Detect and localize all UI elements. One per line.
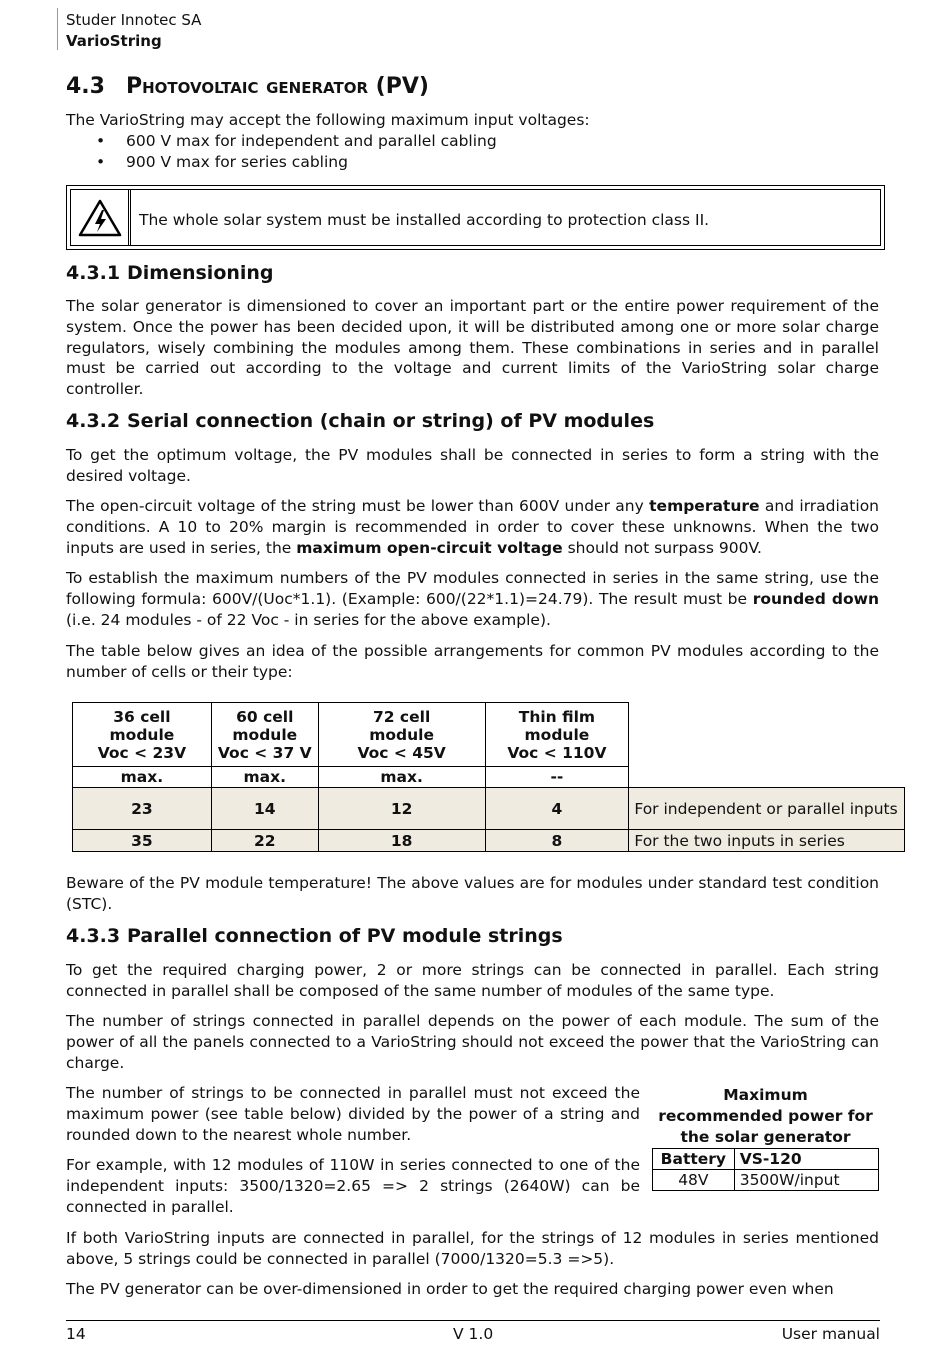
paragraph: The number of strings connected in parallel depends on the power of each module. The sum of the power of all the panels connected to a VarioString should not exceed the power that the VarioString can charge. xyxy=(66,1012,879,1072)
document-type: User manual xyxy=(781,1325,880,1343)
section-heading xyxy=(66,74,429,99)
power-table xyxy=(652,1148,879,1191)
subsection-number: 4.3.1 xyxy=(66,262,121,284)
table-header-cell: Thin film module Voc < 110V xyxy=(485,703,629,767)
table-header-cell: Battery xyxy=(653,1149,735,1170)
table-header-cell: 36 cell module Voc < 23V xyxy=(73,703,212,767)
voltage-list xyxy=(96,131,497,173)
product-name: VarioString xyxy=(66,32,162,50)
table-row: 23 14 12 4 For independent or parallel inputs xyxy=(73,788,905,830)
table-header-cell: 60 cell module Voc < 37 V xyxy=(211,703,318,767)
table-header-cell: VS-120 xyxy=(734,1149,878,1170)
subsection-title: Dimensioning xyxy=(127,262,274,284)
row-label: For the two inputs in series xyxy=(629,830,905,852)
section-title-suffix: (PV) xyxy=(368,74,429,99)
version-label: V 1.0 xyxy=(453,1325,494,1343)
table-header-cell: 72 cell module Voc < 45V xyxy=(318,703,485,767)
paragraph: To get the optimum voltage, the PV modules shall be connected in series to form a string with the desired voltage. xyxy=(66,446,879,485)
footer-divider xyxy=(66,1320,880,1321)
list-item: • 600 V max for independent and parallel cabling xyxy=(96,131,497,152)
table-subheader-cell: max. xyxy=(73,767,212,788)
dimensioning-text: The solar generator is dimensioned to cover an important part or the entire power requirement of the system. Once the power has been decided upon, it will be distributed among one or more solar charge regulators, wisely combining the modules among them. These combinations in series and in parallel must be carried out according to the voltage and current limits of the VarioString solar charge controller. xyxy=(66,297,879,399)
subsection-number: 4.3.3 xyxy=(66,925,121,947)
paragraph: The number of strings to be connected in parallel must not exceed the maximum power (see table below) divided by the power of a string and rounded down to the nearest whole number. xyxy=(66,1084,640,1144)
row-label: For independent or parallel inputs xyxy=(629,788,905,830)
subsection-title: Serial connection (chain or string) of PV modules xyxy=(127,410,655,432)
header-divider xyxy=(57,8,58,50)
paragraph: To get the required charging power, 2 or more strings can be connected in parallel. Each string connected in parallel shall be composed of the same number of modules of the same type. xyxy=(66,961,879,1000)
section-number: 4.3 xyxy=(66,74,105,99)
company-name: Studer Innotec SA xyxy=(66,11,202,29)
subsection-heading xyxy=(66,262,274,284)
table-subheader-cell: max. xyxy=(211,767,318,788)
warning-box xyxy=(66,185,885,250)
warning-text: The whole solar system must be installed according to protection class II. xyxy=(139,211,710,229)
paragraph: For example, with 12 modules of 110W in series connected to one of the independent inputs: 3500/1320=2.65 => 2 strings (2640W) can be connected in parallel. xyxy=(66,1156,640,1216)
subsection-heading xyxy=(66,925,563,947)
paragraph: The PV generator can be over-dimensioned in order to get the required charging power even when xyxy=(66,1280,834,1298)
subsection-heading xyxy=(66,410,654,432)
list-item: • 900 V max for series cabling xyxy=(96,152,497,173)
paragraph: Beware of the PV module temperature! The above values are for modules under standard test condition (STC). xyxy=(66,874,879,913)
table-row: 48V 3500W/input xyxy=(653,1170,879,1191)
table-subheader-cell: max. xyxy=(318,767,485,788)
table-row: 35 22 18 8 For the two inputs in series xyxy=(73,830,905,852)
subsection-title: Parallel connection of PV module strings xyxy=(127,925,563,947)
paragraph: The open-circuit voltage of the string must be lower than 600V under any temperature and irradiation conditions. A 10 to 20% margin is recommended in order to cover these unknowns. When the two inputs are used in series, the maximum open-circuit voltage should not surpass 900V. xyxy=(66,497,879,557)
intro-text: The VarioString may accept the following maximum input voltages: xyxy=(66,111,590,129)
power-table-title: Maximum recommended power for the solar generator xyxy=(658,1086,873,1146)
page-number: 14 xyxy=(66,1325,86,1343)
high-voltage-warning-icon xyxy=(71,190,131,245)
paragraph: If both VarioString inputs are connected in parallel, for the strings of 12 modules in series mentioned above, 5 strings could be connected in parallel (7000/1320=5.3 =>5). xyxy=(66,1229,879,1268)
pv-module-table xyxy=(72,702,905,852)
table-subheader-cell: -- xyxy=(485,767,629,788)
paragraph: The table below gives an idea of the possible arrangements for common PV modules according to the number of cells or their type: xyxy=(66,642,879,681)
page-header xyxy=(66,10,201,52)
section-title: Photovoltaic generator xyxy=(126,74,368,99)
paragraph: To establish the maximum numbers of the PV modules connected in series in the same string, use the following formula: 600V/(Uoc*1.1). (Example: 600/(22*1.1)=24.79). The result must be rounded down (i.e. 24 modules - of 22 Voc - in series for the above example). xyxy=(66,569,880,629)
subsection-number: 4.3.2 xyxy=(66,410,121,432)
